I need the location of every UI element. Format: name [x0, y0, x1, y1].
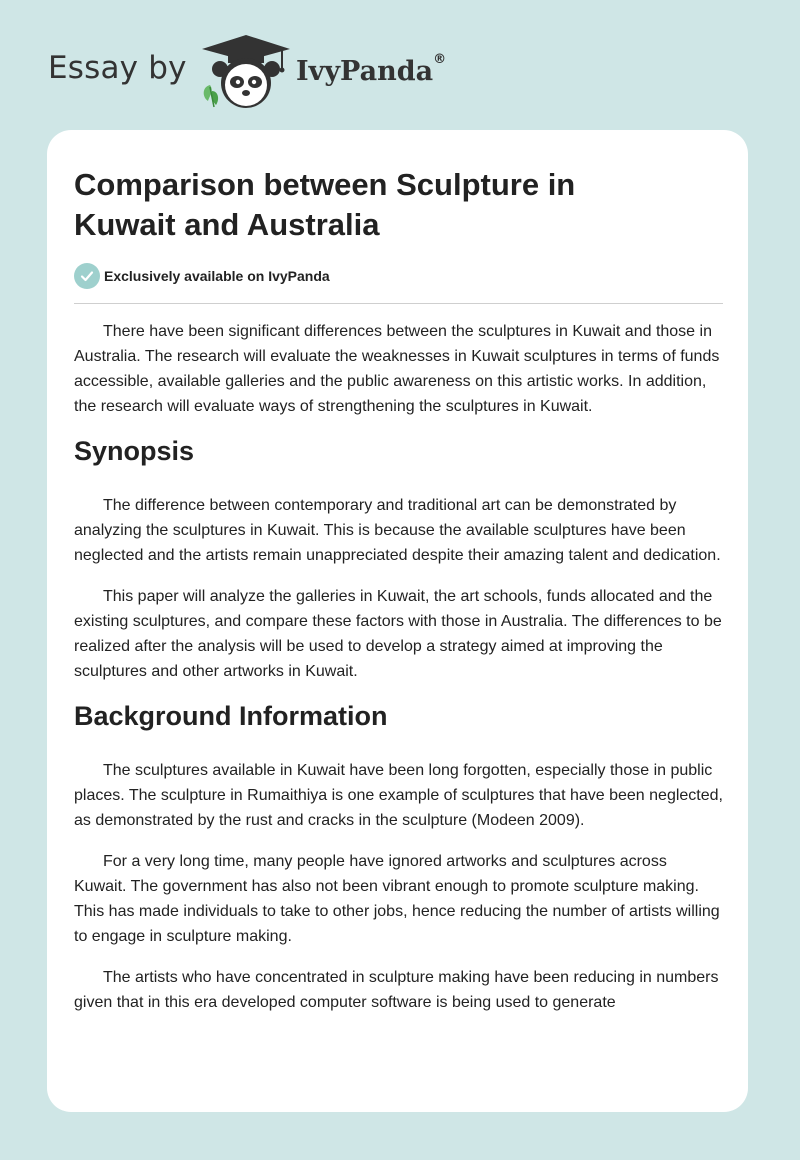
panda-graduate-logo-icon[interactable] — [198, 35, 294, 109]
exclusive-badge — [74, 263, 330, 289]
paragraph: For a very long time, many people have ignored artworks and sculptures across Kuwait. The government has also not been vibrant enough to promote sculpture making. This has made individuals to take to other jobs, hence reducing the number of artists willing to engage in sculpture making. — [74, 853, 720, 945]
intro-paragraph: There have been significant differences between the sculptures in Kuwait and those in Australia. The research will evaluate the weaknesses in Kuwait sculptures in terms of funds accessible, available galleries and the public awareness on this artistic works. In addition, the research will evaluate ways of strengthening the sculptures in Kuwait. — [74, 323, 720, 415]
brand-name — [296, 52, 447, 87]
essay-body — [74, 319, 723, 1031]
essay-card — [47, 130, 748, 1112]
registered-mark: ® — [433, 52, 447, 67]
divider — [74, 303, 723, 304]
brand-name-text: IvyPanda — [296, 56, 434, 87]
exclusive-badge-text: Exclusively available on IvyPanda — [104, 268, 330, 284]
checkmark-icon — [74, 263, 100, 289]
section-heading-background: Background Information — [74, 701, 388, 731]
paragraph: This paper will analyze the galleries in Kuwait, the art schools, funds allocated and the existing sculptures, and compare these factors with those in Australia. The differences to be realized after the analysis will be used to develop a strategy aimed at improving the sculptures and other artworks in Kuwait. — [74, 588, 722, 680]
paragraph: The sculptures available in Kuwait have been long forgotten, especially those in public places. The sculpture in Rumaithiya is one example of sculptures that have been neglected, as demonstrated by the rust and cracks in the sculpture (Modeen 2009). — [74, 762, 723, 829]
section-heading-synopsis: Synopsis — [74, 436, 195, 466]
site-header — [0, 0, 800, 120]
paragraph: The difference between contemporary and traditional art can be demonstrated by analyzing the sculptures in Kuwait. This is because the available sculptures have been neglected and the artists remain unappreciated despite their amazing talent and dedication. — [74, 497, 721, 564]
brand-prefix: Essay by — [48, 50, 187, 86]
page-title: Comparison between Sculpture in Kuwait and Australia — [74, 167, 576, 242]
paragraph: The artists who have concentrated in sculpture making have been reducing in numbers given that in this era developed computer software is being used to generate — [74, 969, 719, 1011]
